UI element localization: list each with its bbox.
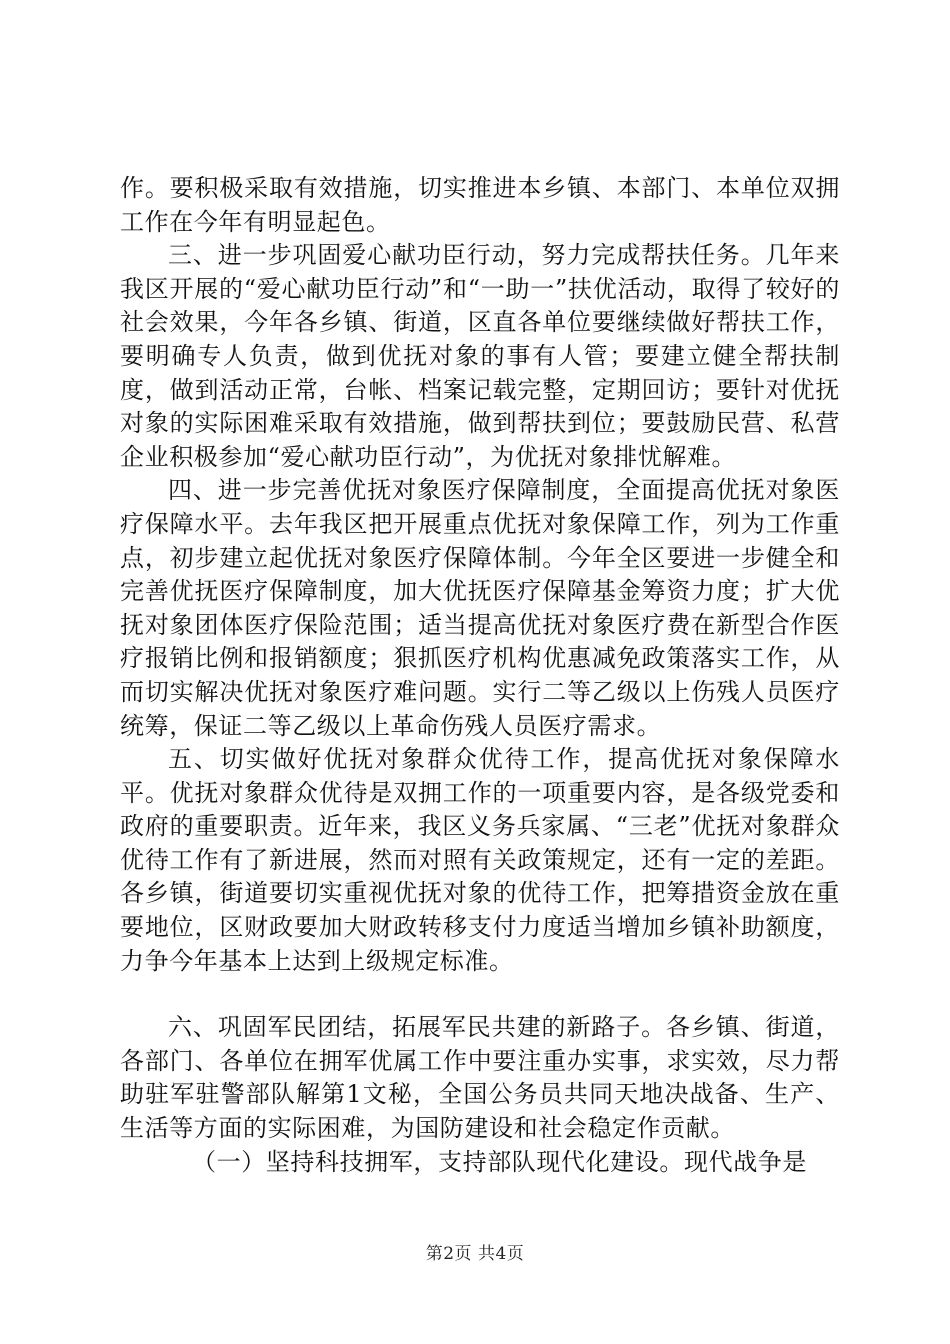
paragraph-subsection-one: （一）坚持科技拥军，支持部队现代化建设。现代战争是 (192, 1147, 807, 1176)
page-footer: 第2页 共4页 (425, 1244, 525, 1264)
paragraph-section-four: 四、进一步完善优抚对象医疗保障制度，全面提高优抚对象医疗保障水平。去年我区把开展重点优抚对象保障工作，列为工作重点，初步建立起优抚对象医疗保障体制。今年全区要进一步健全和完善优抚医疗保障制度，加大优抚医疗保障基金筹资力度；扩大优抚对象团体医疗保险范围；适当提高优抚对象医疗费在新型合作医疗报销比例和报销额度；狠抓医疗机构优惠减免政策落实工作，从而切实解决优抚对象医疗难问题。实行二等乙级以上伤残人员医疗统筹，保证二等乙级以上革命伤残人员医疗需求。 (120, 476, 840, 740)
paragraph-section-six: 六、巩固军民团结，拓展军民共建的新路子。各乡镇、街道，各部门、各单位在拥军优属工作中要注重办实事，求实效，尽力帮助驻军驻警部队解第1文秘，全国公务员共同天地决战备、生产、生活等方面的实际困难，为国防建设和社会稳定作贡献。 (120, 1013, 840, 1143)
document-body (120, 172, 840, 1179)
paragraph-section-five: 五、切实做好优抚对象群众优待工作，提高优抚对象保障水平。优抚对象群众优待是双拥工作的一项重要内容，是各级党委和政府的重要职责。近年来，我区义务兵家属、“三老”优抚对象群众优待工作有了新进展，然而对照有关政策规定，还有一定的差距。各乡镇，街道要切实重视优抚对象的优待工作，把筹措资金放在重要地位，区财政要加大财政转移支付力度适当增加乡镇补助额度，力争今年基本上达到上级规定标准。 (120, 745, 840, 975)
paragraph-continuation: 作。要积极采取有效措施，切实推进本乡镇、本部门、本单位双拥工作在今年有明显起色。 (120, 174, 840, 236)
paragraph-section-three: 三、进一步巩固爱心献功臣行动，努力完成帮扶任务。几年来我区开展的“爱心献功臣行动”和“一助一”扶优活动，取得了较好的社会效果，今年各乡镇、街道，区直各单位要继续做好帮扶工作，要明确专人负责，做到优抚对象的事有人管；要建立健全帮扶制度，做到活动正常，台帐、档案记载完整，定期回访；要针对优抚对象的实际困难采取有效措施，做到帮扶到位；要鼓励民营、私营企业积极参加“爱心献功臣行动”，为优抚对象排忧解难。 (120, 241, 840, 471)
